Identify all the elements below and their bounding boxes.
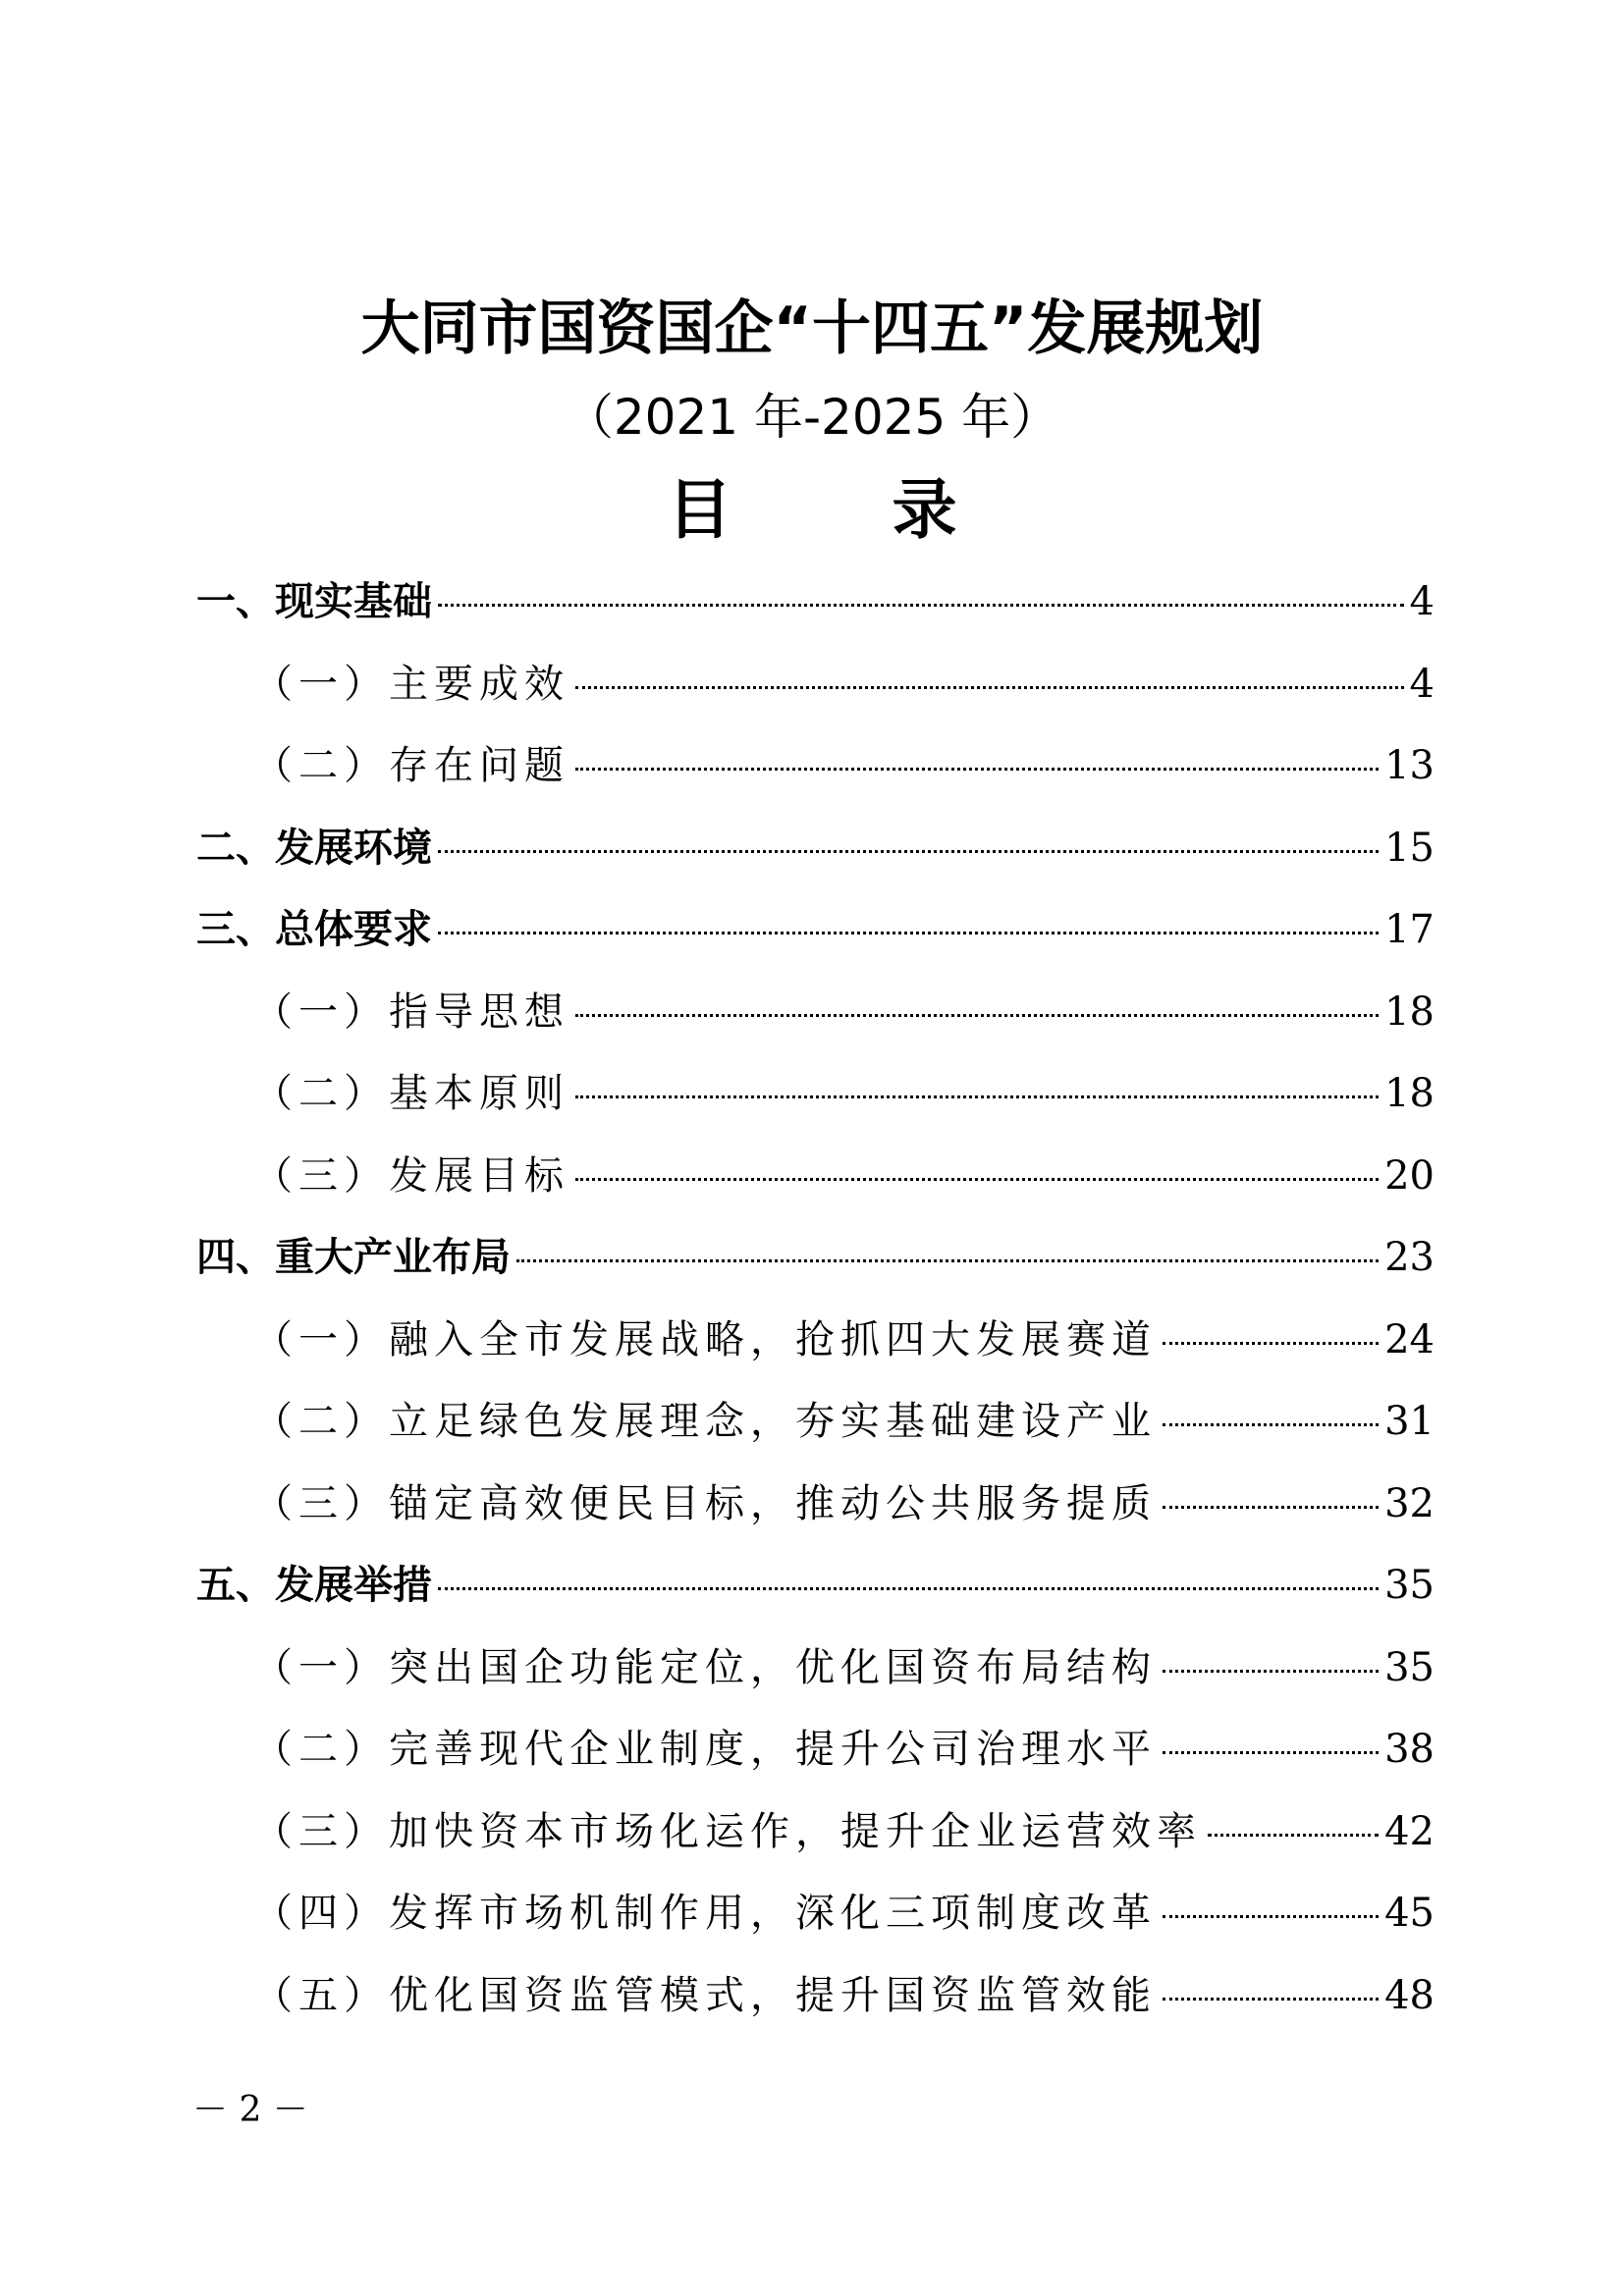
toc-entry-page: 18 bbox=[1384, 989, 1435, 1035]
toc-leader-dots bbox=[438, 1587, 1379, 1590]
toc-entry-page: 45 bbox=[1384, 1891, 1435, 1936]
toc-entry[interactable] bbox=[253, 1802, 1435, 1861]
toc-entry-label: 一、现实基础 bbox=[196, 579, 432, 624]
toc-entry-page: 32 bbox=[1384, 1481, 1435, 1526]
toc-entry-label: （二）立足绿色发展理念，夯实基础建设产业 bbox=[253, 1399, 1157, 1444]
toc-leader-dots bbox=[438, 604, 1404, 607]
toc-entry-page: 4 bbox=[1409, 662, 1435, 707]
toc-entry[interactable] bbox=[253, 1064, 1435, 1123]
toc-entry[interactable] bbox=[253, 1310, 1435, 1369]
toc-entry-label: （四）发挥市场机制作用，深化三项制度改革 bbox=[253, 1891, 1157, 1936]
toc-leader-dots bbox=[516, 1259, 1379, 1262]
toc-entry-label: （一）指导思想 bbox=[253, 989, 569, 1035]
toc-entry-label: 二、发展环境 bbox=[196, 826, 432, 871]
toc-entry-page: 23 bbox=[1384, 1235, 1435, 1280]
toc-leader-dots bbox=[1163, 1998, 1379, 2001]
toc-entry-page: 42 bbox=[1384, 1809, 1435, 1854]
toc-entry-page: 17 bbox=[1384, 907, 1435, 952]
toc-entry-label: （三）发展目标 bbox=[253, 1153, 569, 1199]
toc-entry-page: 15 bbox=[1384, 826, 1435, 871]
toc-entry-label: （二）完善现代企业制度，提升公司治理水平 bbox=[253, 1727, 1157, 1772]
toc-leader-dots bbox=[1208, 1834, 1379, 1837]
toc-leader-dots bbox=[575, 768, 1379, 771]
toc-entry-label: （二）存在问题 bbox=[253, 743, 569, 788]
toc-entry[interactable] bbox=[253, 983, 1435, 1041]
toc-leader-dots bbox=[1163, 1423, 1379, 1426]
toc-leader-dots bbox=[1163, 1670, 1379, 1673]
toc-entry[interactable] bbox=[196, 819, 1435, 878]
page-number: － 2 － bbox=[192, 2090, 308, 2130]
toc-leader-dots bbox=[1163, 1506, 1379, 1509]
toc-entry-label: （一）主要成效 bbox=[253, 662, 569, 707]
toc-entry[interactable] bbox=[196, 900, 1435, 959]
toc-entry-label: （三）锚定高效便民目标，推动公共服务提质 bbox=[253, 1481, 1157, 1526]
document-subtitle: （2021 年-2025 年） bbox=[564, 389, 1060, 446]
toc-entry-label: 五、发展举措 bbox=[196, 1563, 432, 1608]
toc-entry-page: 31 bbox=[1384, 1399, 1435, 1444]
toc-entry[interactable] bbox=[253, 1147, 1435, 1205]
toc-entry[interactable] bbox=[253, 1392, 1435, 1451]
toc-leader-dots bbox=[575, 1178, 1379, 1181]
toc-entry-page: 18 bbox=[1384, 1071, 1435, 1116]
toc-entry[interactable] bbox=[253, 655, 1435, 714]
toc-entry[interactable] bbox=[253, 1720, 1435, 1779]
toc-entry[interactable] bbox=[253, 736, 1435, 795]
toc-entry-page: 35 bbox=[1384, 1645, 1435, 1690]
toc-entry-label: （五）优化国资监管模式，提升国资监管效能 bbox=[253, 1973, 1157, 2018]
toc-entry-label: （三）加快资本市场化运作，提升企业运营效率 bbox=[253, 1809, 1202, 1854]
toc-entry-label: （一）融入全市发展战略，抢抓四大发展赛道 bbox=[253, 1317, 1157, 1362]
toc-leader-dots bbox=[1163, 1751, 1379, 1754]
toc-entry[interactable] bbox=[253, 1474, 1435, 1533]
toc-entry-page: 35 bbox=[1384, 1563, 1435, 1608]
toc-entry-label: （一）突出国企功能定位，优化国资布局结构 bbox=[253, 1645, 1157, 1690]
toc-entry[interactable] bbox=[196, 572, 1435, 631]
toc-heading: 目 录 bbox=[667, 472, 1026, 548]
toc-entry[interactable] bbox=[196, 1228, 1435, 1287]
toc-entry-label: （二）基本原则 bbox=[253, 1071, 569, 1116]
toc-entry[interactable] bbox=[253, 1966, 1435, 2025]
toc-entry-label: 三、总体要求 bbox=[196, 907, 432, 952]
toc-entry-label: 四、重大产业布局 bbox=[196, 1235, 511, 1280]
toc-leader-dots bbox=[575, 1095, 1379, 1098]
toc-entry-page: 24 bbox=[1384, 1317, 1435, 1362]
document-title: 大同市国资国企“十四五”发展规划 bbox=[360, 294, 1264, 363]
toc-entry[interactable] bbox=[196, 1556, 1435, 1615]
toc-leader-dots bbox=[438, 932, 1379, 934]
toc-leader-dots bbox=[1163, 1915, 1379, 1918]
toc-leader-dots bbox=[438, 850, 1379, 853]
toc-entry-page: 38 bbox=[1384, 1727, 1435, 1772]
toc-entry-page: 48 bbox=[1384, 1973, 1435, 2018]
toc-leader-dots bbox=[575, 1014, 1379, 1017]
toc-entry-page: 13 bbox=[1384, 743, 1435, 788]
toc-entry[interactable] bbox=[253, 1884, 1435, 1943]
toc-entry-page: 4 bbox=[1409, 579, 1435, 624]
toc-leader-dots bbox=[1163, 1342, 1379, 1345]
toc-entry[interactable] bbox=[253, 1638, 1435, 1697]
toc-entry-page: 20 bbox=[1384, 1153, 1435, 1199]
toc-leader-dots bbox=[575, 686, 1404, 689]
